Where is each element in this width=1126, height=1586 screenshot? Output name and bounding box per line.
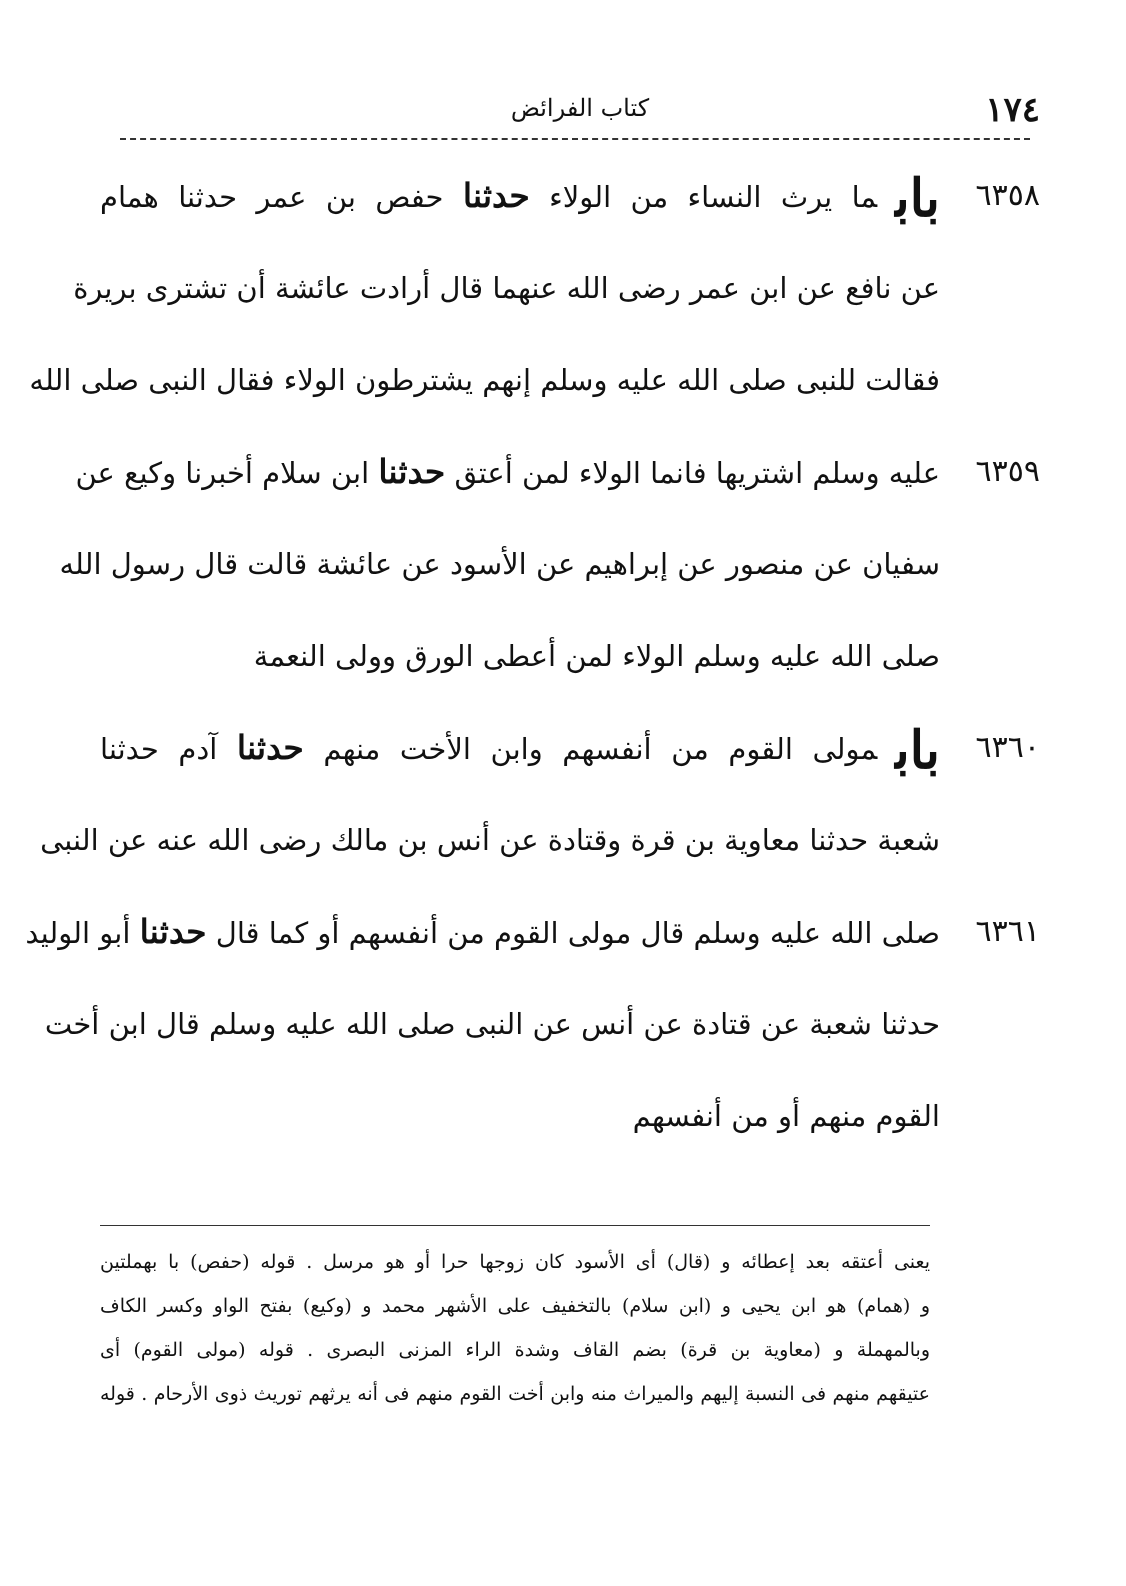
narration-marker: حدثنا	[462, 176, 530, 215]
footnote-line: و (همام) هو ابن يحيى و (ابن سلام) بالتخفيف على الأشهر محمد و (وكيع) بفتح الواو وكسر الكاف	[100, 1295, 930, 1317]
chapter-heading: باب	[895, 720, 940, 781]
text-line	[40, 794, 940, 886]
text-segment: سفيان عن منصور عن إبراهيم عن الأسود عن عائشة قالت قال رسول الله	[59, 547, 940, 581]
text-line	[29, 334, 940, 426]
text-segment: ابن سلام أخبرنا وكيع عن	[75, 456, 379, 490]
narration-marker: حدثنا	[378, 452, 446, 491]
text-segment: أبو الوليد	[25, 916, 140, 950]
text-segment: صلى الله عليه وسلم الولاء لمن أعطى الورق وولى النعمة	[253, 639, 940, 673]
header-divider	[120, 138, 1030, 140]
footnotes	[100, 1240, 930, 1416]
text-segment: شعبة حدثنا معاوية بن قرة وقتادة عن أنس بن مالك رضى الله عنه عن النبى	[40, 823, 940, 857]
main-text	[25, 150, 1040, 1162]
hadith-number: ٦٣٦١	[975, 914, 1040, 949]
text-segment: عليه وسلم اشتريها فانما الولاء لمن أعتق	[445, 456, 940, 490]
text-segment: صلى الله عليه وسلم قال مولى القوم من أنفسهم أو كما قال	[206, 916, 940, 950]
book-title: كتاب الفرائض	[510, 94, 650, 122]
narration-marker: حدثنا	[236, 728, 304, 767]
footnote-line: وبالمهملة و (معاوية بن قرة) بضم القاف وشدة الراء المزنى البصرى . قوله (مولى القوم) أى	[100, 1339, 930, 1361]
text-segment: ما يرث النساء من الولاء	[529, 180, 878, 214]
footnote-line: عتيقهم منهم فى النسبة إليهم والميراث منه وابن أخت القوم منهم فى أنه يرثهم توريث ذوى الأرحام . قوله	[100, 1383, 930, 1405]
text-segment: عن نافع عن ابن عمر رضى الله عنهما قال أرادت عائشة أن تشترى بريرة	[73, 271, 940, 305]
text-segment: حفص بن عمر حدثنا همام	[100, 180, 463, 214]
text-segment: القوم منهم أو من أنفسهم	[632, 1099, 940, 1133]
text-line	[44, 978, 940, 1070]
text-line	[59, 518, 940, 610]
text-segment: آدم حدثنا	[100, 732, 237, 766]
text-line	[100, 1070, 940, 1162]
text-line	[100, 610, 940, 702]
page-number: ١٧٤	[985, 90, 1040, 130]
hadith-number: ٦٣٦٠	[975, 730, 1040, 765]
text-line	[100, 702, 1040, 794]
text-line	[73, 242, 940, 334]
footnote-line: يعنى أعتقه بعد إعطائه و (قال) أى الأسود كان زوجها حرا أو هو مرسل . قوله (حفص) با بهملتين	[100, 1251, 930, 1273]
hadith-number: ٦٣٥٨	[975, 178, 1040, 213]
footnote-divider	[100, 1225, 930, 1226]
narration-marker: حدثنا	[139, 912, 207, 951]
text-line	[100, 150, 1040, 242]
text-segment: مولى القوم من أنفسهم وابن الأخت منهم	[303, 732, 878, 766]
page-header	[120, 88, 1040, 136]
text-line	[75, 426, 1040, 518]
text-segment: حدثنا شعبة عن قتادة عن أنس عن النبى صلى الله عليه وسلم قال ابن أخت	[44, 1007, 940, 1041]
text-line	[25, 886, 1040, 978]
chapter-heading: باب	[895, 168, 940, 229]
hadith-number: ٦٣٥٩	[975, 454, 1040, 489]
text-segment: فقالت للنبى صلى الله عليه وسلم إنهم يشترطون الولاء فقال النبى صلى الله	[29, 363, 940, 397]
